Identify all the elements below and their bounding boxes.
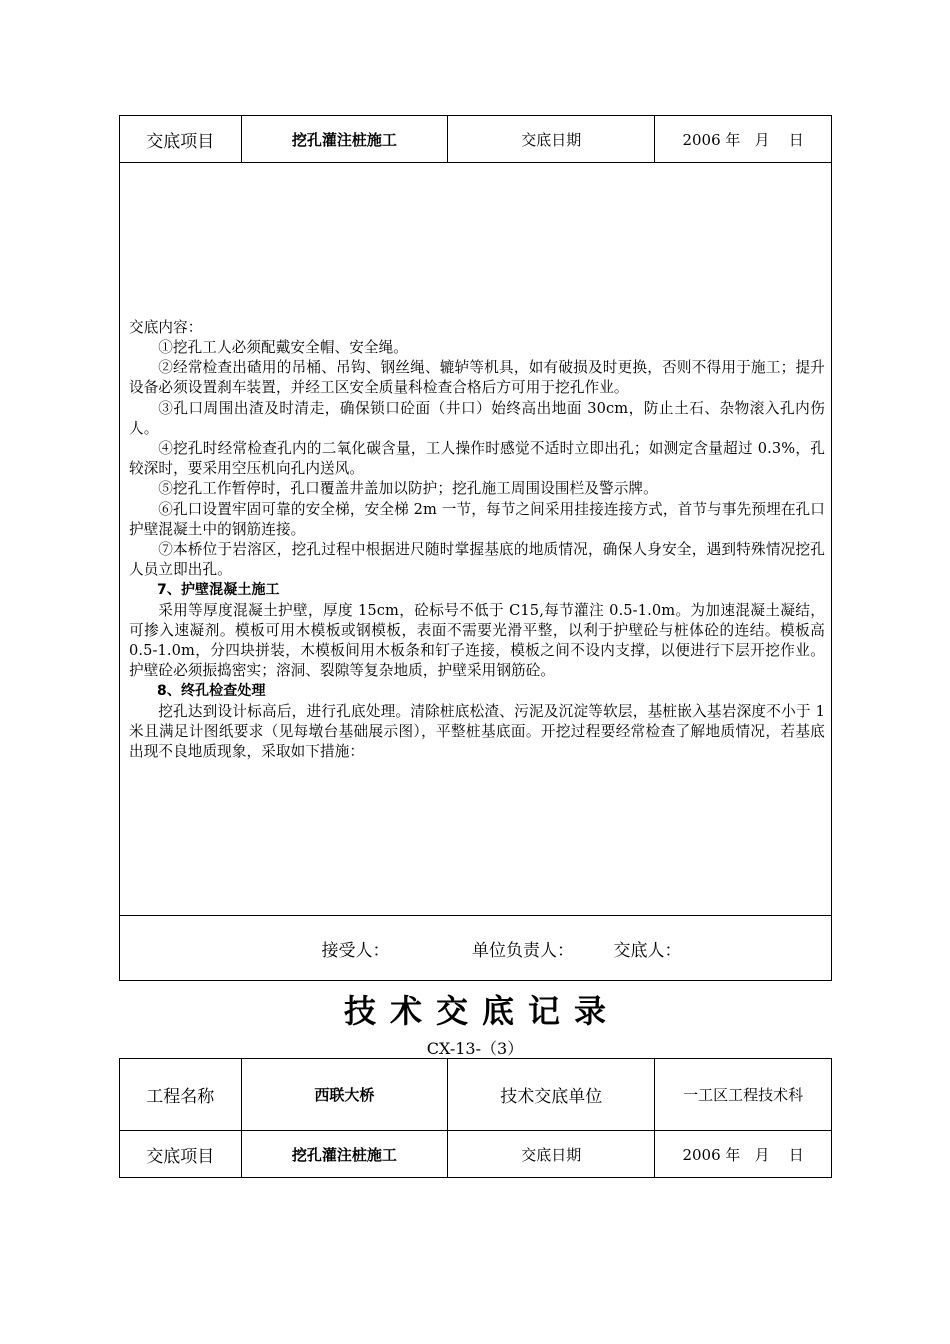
content-body — [120, 316, 831, 762]
signature-row — [120, 916, 832, 981]
table-row — [120, 916, 832, 981]
content-paragraph: 采用等厚度混凝土护壁，厚度 15cm，砼标号不低于 C15,每节灌注 0.5-1.0m。为加速混凝土凝结，可掺入速凝剂。模板可用木模板或钢模板，表面不需要光滑平整，以利于护壁砼与桩体砼的连结。模板高 0.5-1.0m，分四块拼装，木模板间用木板条和钉子连接，模板之间不设内支撑，以便进行下层开挖作业。护壁砼必须振捣密实；溶洞、裂隙等复杂地质，护壁采用钢筋砼。 — [129, 601, 825, 680]
document-code: CX-13-（3） — [426, 1039, 524, 1058]
unit-head-label: 单位负责人： — [472, 940, 574, 961]
project-value: 西联大桥 — [241, 1059, 448, 1131]
table-row — [120, 1059, 832, 1131]
date-label: 交底日期 — [448, 116, 655, 163]
date-label: 交底日期 — [448, 1131, 655, 1178]
table-row — [120, 163, 832, 916]
disclosure-table-bottom — [119, 1058, 832, 1178]
project-label: 工程名称 — [120, 1059, 242, 1131]
date-value: 2006 年 月 日 — [655, 1131, 832, 1178]
unit-label: 技术交底单位 — [448, 1059, 655, 1131]
content-paragraph: ①挖孔工人必须配戴安全帽、安全绳。 — [158, 338, 408, 356]
table-row — [120, 1131, 832, 1178]
unit-value: 一工区工程技术科 — [655, 1059, 832, 1131]
content-paragraph: 挖孔达到设计标高后，进行孔底处理。清除桩底松渣、污泥及沉淀等软层，基桩嵌入基岩深度不小于 1 米且满足计图纸要求（见每墩台基础展示图），平整桩基底面。开挖过程要经常检查了解地质情况，若基底出现不良地质现象，采取如下措施： — [129, 702, 825, 761]
date-value: 2006 年 月 日 — [655, 116, 832, 163]
receiver-label: 接受人： — [321, 940, 390, 961]
content-paragraph: ⑦本桥位于岩溶区，挖孔过程中根据进尺随时掌握基底的地质情况，确保人身安全，遇到特殊情况挖孔人员立即出孔。 — [129, 541, 825, 579]
content-paragraph: ④挖孔时经常检查孔内的二氧化碳含量，工人操作时感觉不适时立即出孔；如测定含量超过 0.3%，孔较深时，要采用空压机向孔内送风。 — [129, 439, 825, 478]
signature-fields — [120, 936, 831, 961]
disclosure-table-top — [119, 115, 832, 981]
content-paragraph: ②经常检查出碴用的吊桶、吊钩、钢丝绳、辘轳等机具，如有破损及时更换，否则不得用于施工；提升设备必须设置刹车装置，并经工区安全质量科检查合格后方可用于挖孔作业。 — [129, 359, 825, 397]
item-label: 交底项目 — [120, 1131, 242, 1178]
content-paragraph: ⑥孔口设置牢固可靠的安全梯，安全梯 2m 一节，每节之间采用挂接连接方式，首节与事先预埋在孔口护壁混凝土中的钢筋连接。 — [129, 500, 825, 538]
presenter-label: 交底人： — [613, 940, 682, 961]
item-value: 挖孔灌注桩施工 — [241, 1131, 448, 1178]
content-paragraph: ③孔口周围出渣及时清走，确保锁口砼面（井口）始终高出地面 30cm，防止土石、杂物滚入孔内伤人。 — [129, 399, 825, 437]
item-value: 挖孔灌注桩施工 — [241, 116, 448, 163]
content-paragraph: ⑤挖孔工作暂停时，孔口覆盖井盖加以防护；挖孔施工周围设围栏及警示牌。 — [158, 480, 658, 498]
content-intro: 交底内容： — [129, 318, 203, 336]
page-title: 技术交底记录 — [343, 992, 620, 1030]
section-heading: 7、护壁混凝土施工 — [157, 582, 280, 599]
section-heading: 8、终孔检查处理 — [157, 683, 266, 700]
content-cell — [120, 163, 832, 916]
item-label: 交底项目 — [120, 116, 242, 163]
table-row — [120, 116, 832, 163]
